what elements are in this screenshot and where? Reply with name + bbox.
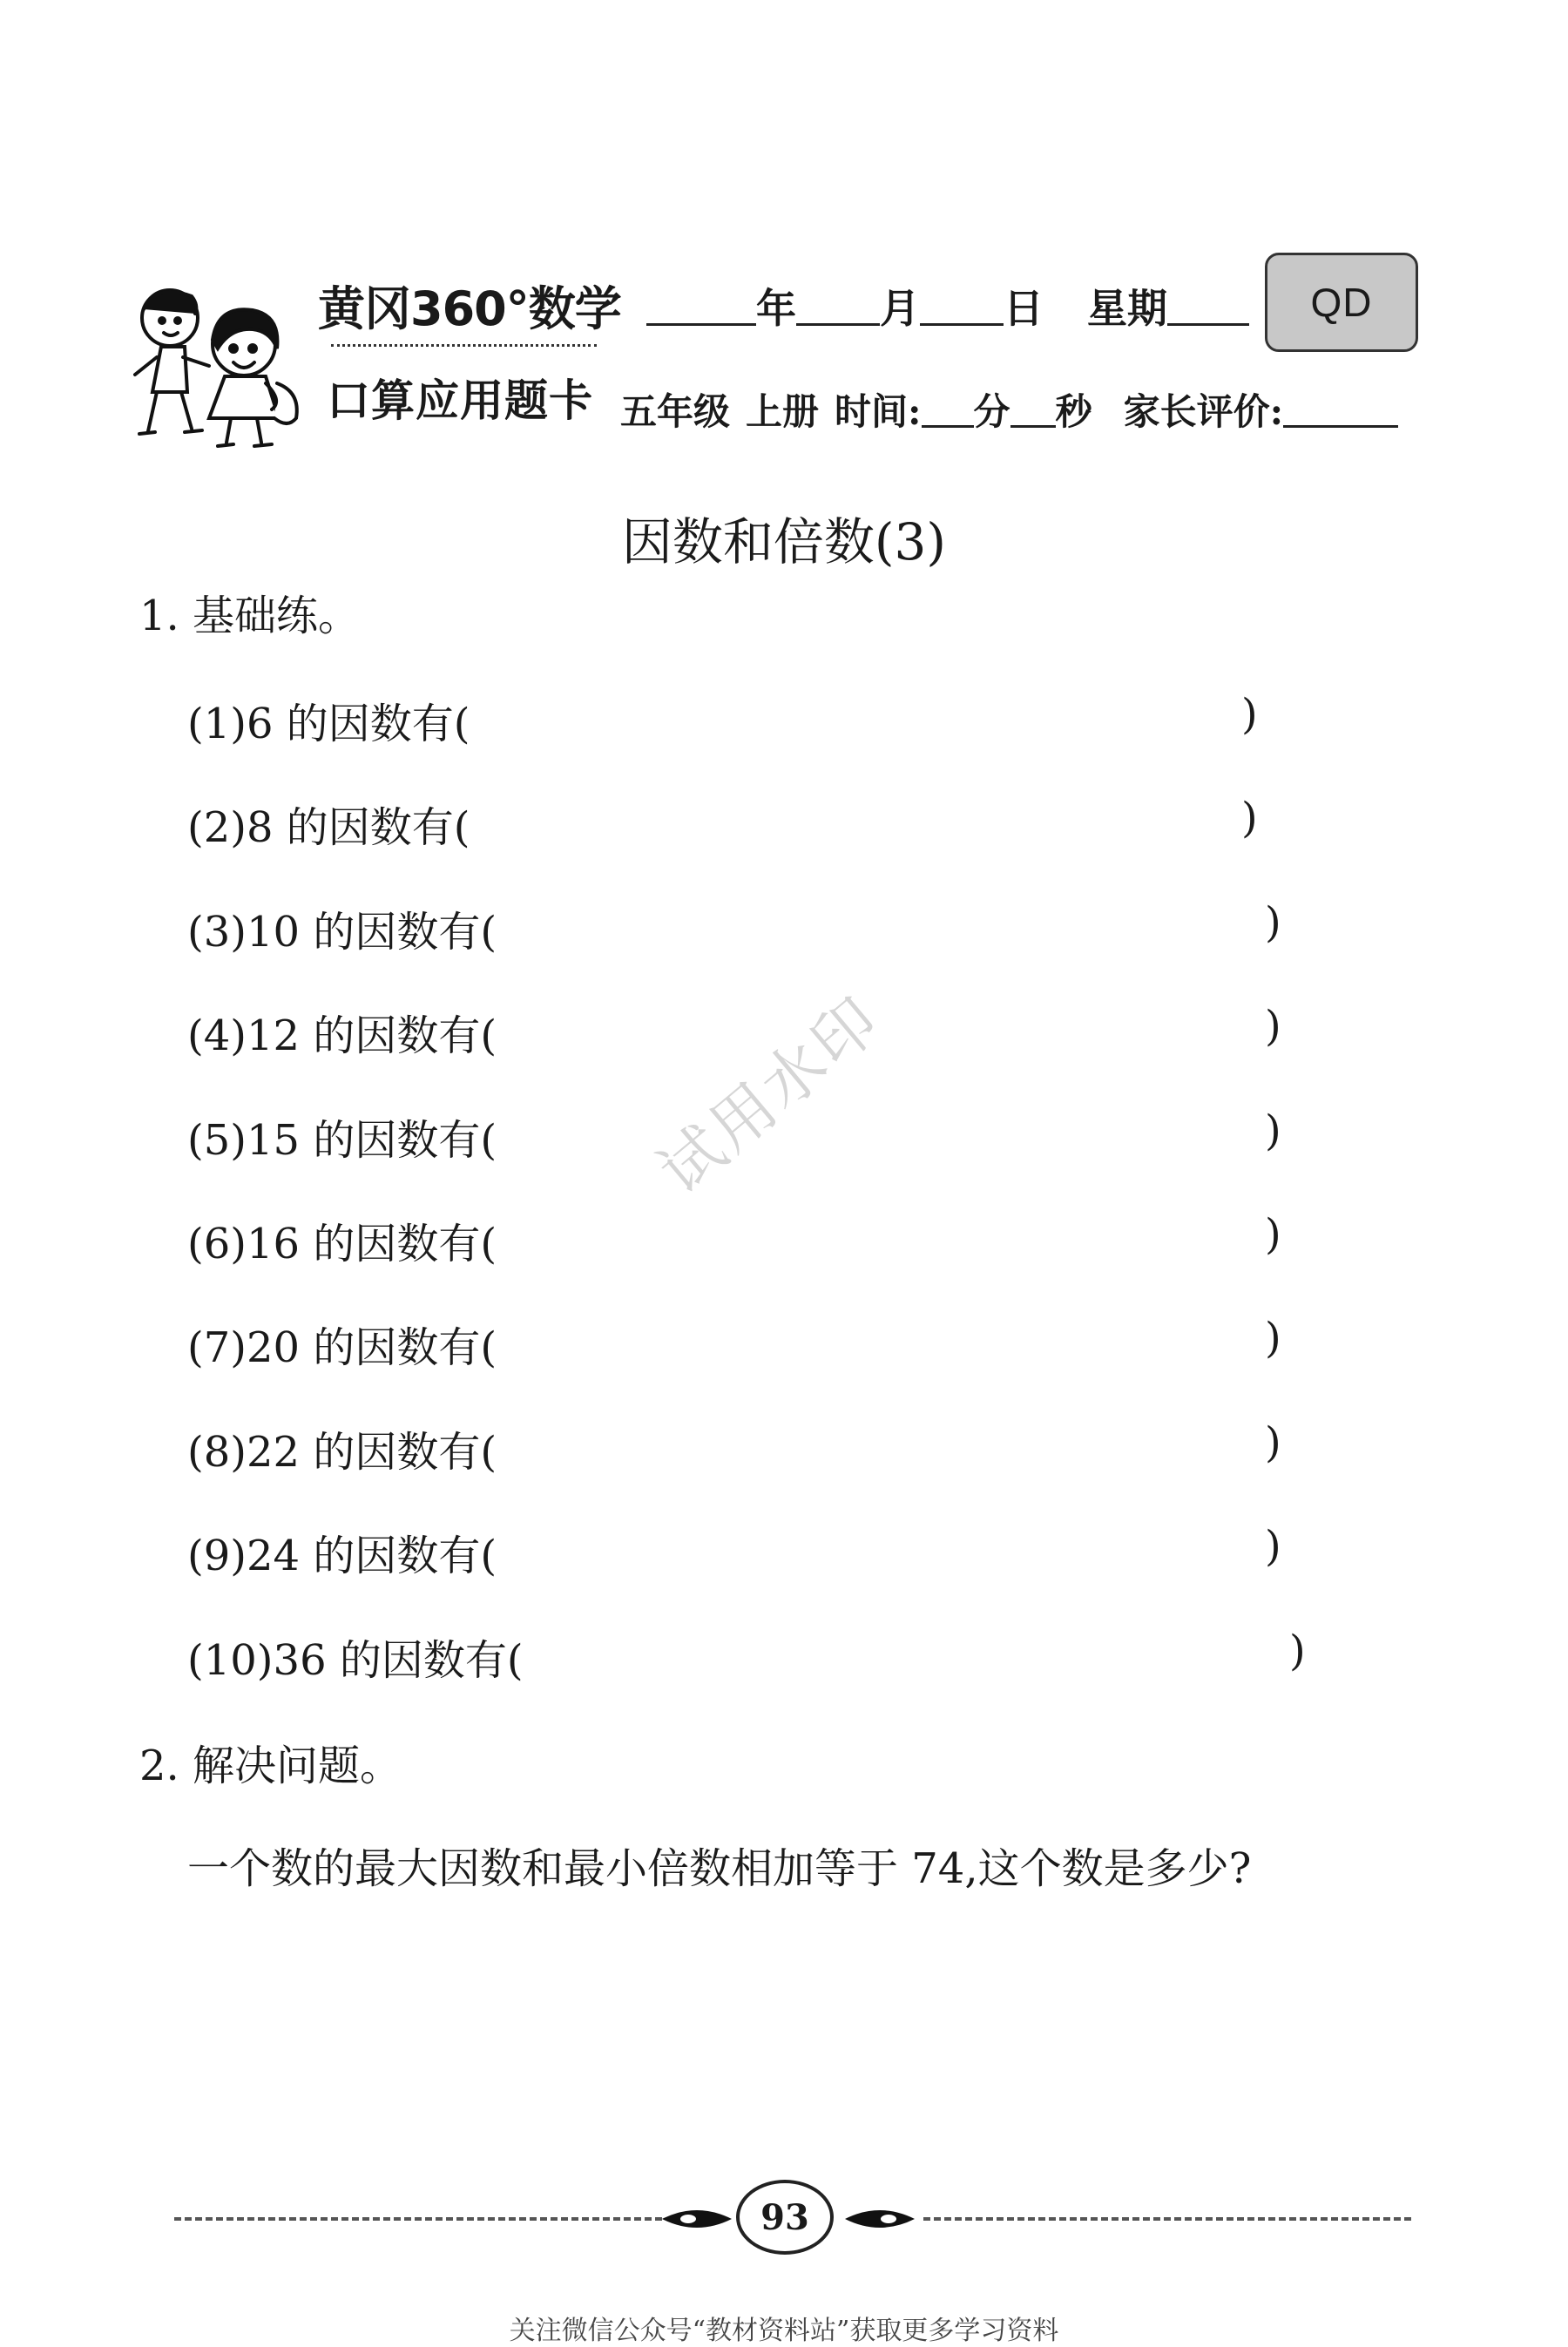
volume-label: 上册: [746, 390, 820, 433]
exercise-prompt: (8)22 的因数有(: [187, 1428, 497, 1477]
second-label: 秒: [1055, 390, 1092, 433]
answer-close-paren: ): [1265, 1522, 1281, 1571]
date-row: [646, 277, 1249, 335]
answer-close-paren: ): [1265, 1418, 1281, 1467]
year-blank[interactable]: [646, 288, 756, 326]
exercise-item: [187, 1522, 497, 1582]
exercise-item: [187, 1210, 497, 1270]
brand-subtitle: 口算应用题卡: [327, 375, 593, 426]
minute-label: 分: [973, 390, 1010, 433]
grade-label: 五年级: [620, 390, 731, 433]
year-label: 年: [756, 285, 796, 332]
exercise-prompt: (7)20 的因数有(: [187, 1323, 497, 1372]
month-label: 月: [880, 285, 920, 332]
answer-close-paren: ): [1241, 794, 1258, 842]
exercise-prompt: (10)36 的因数有(: [187, 1636, 524, 1685]
page-title: 因数和倍数(3): [621, 512, 947, 572]
exercise-item: [187, 690, 470, 750]
info-row: [620, 383, 1398, 436]
brand-title: 黄冈360°数学: [318, 281, 621, 336]
exercise-item: [187, 794, 470, 854]
kids-mascot-icon: [122, 279, 331, 453]
month-blank[interactable]: [796, 288, 880, 326]
time-label: 时间:: [835, 390, 922, 433]
edition-badge: QD: [1265, 253, 1418, 352]
answer-close-paren: ): [1241, 690, 1258, 739]
page-number: 93: [736, 2180, 834, 2255]
exercise-item: [187, 898, 497, 958]
answer-close-paren: ): [1265, 1210, 1281, 1259]
footer-divider-left: [174, 2217, 662, 2221]
weekday-blank[interactable]: [1167, 288, 1249, 326]
parent-eval-label: 家长评价:: [1123, 390, 1284, 433]
section1-heading: 1. 基础练。: [139, 592, 361, 640]
answer-close-paren: ): [1265, 1106, 1281, 1155]
exercise-prompt: (3)10 的因数有(: [187, 908, 497, 957]
exercise-item: [187, 1418, 497, 1478]
exercise-prompt: (2)8 的因数有(: [187, 803, 470, 852]
second-blank[interactable]: [1010, 390, 1056, 428]
exercise-item: [187, 1314, 497, 1374]
footer-note: 关注微信公众号“教材资料站”获取更多学习资料: [509, 2316, 1059, 2346]
footer-divider-right: [923, 2217, 1411, 2221]
day-label: 日: [1004, 285, 1044, 332]
exercise-prompt: (4)12 的因数有(: [187, 1011, 497, 1060]
exercise-prompt: (6)16 的因数有(: [187, 1220, 497, 1268]
answer-close-paren: ): [1265, 898, 1281, 947]
brand-divider: [331, 344, 597, 347]
answer-close-paren: ): [1265, 1002, 1281, 1051]
exercise-prompt: (5)15 的因数有(: [187, 1116, 497, 1165]
exercise-item: [187, 1002, 497, 1062]
word-problem: 一个数的最大因数和最小倍数相加等于 74,这个数是多少?: [187, 1844, 1252, 1893]
exercise-prompt: (1)6 的因数有(: [187, 700, 470, 748]
kids-mascot-illustration: [122, 279, 331, 453]
exercise-prompt: (9)24 的因数有(: [187, 1532, 497, 1580]
section2-heading: 2. 解决问题。: [139, 1742, 402, 1790]
answer-close-paren: ): [1289, 1627, 1306, 1675]
parent-eval-blank[interactable]: [1283, 390, 1398, 428]
answer-close-paren: ): [1265, 1314, 1281, 1363]
minute-blank[interactable]: [922, 390, 974, 428]
exercise-item: [187, 1106, 497, 1167]
weekday-label: 星期: [1087, 285, 1167, 332]
exercise-item: [187, 1627, 524, 1687]
day-blank[interactable]: [920, 288, 1004, 326]
trial-watermark: 试用水印: [645, 981, 896, 1208]
